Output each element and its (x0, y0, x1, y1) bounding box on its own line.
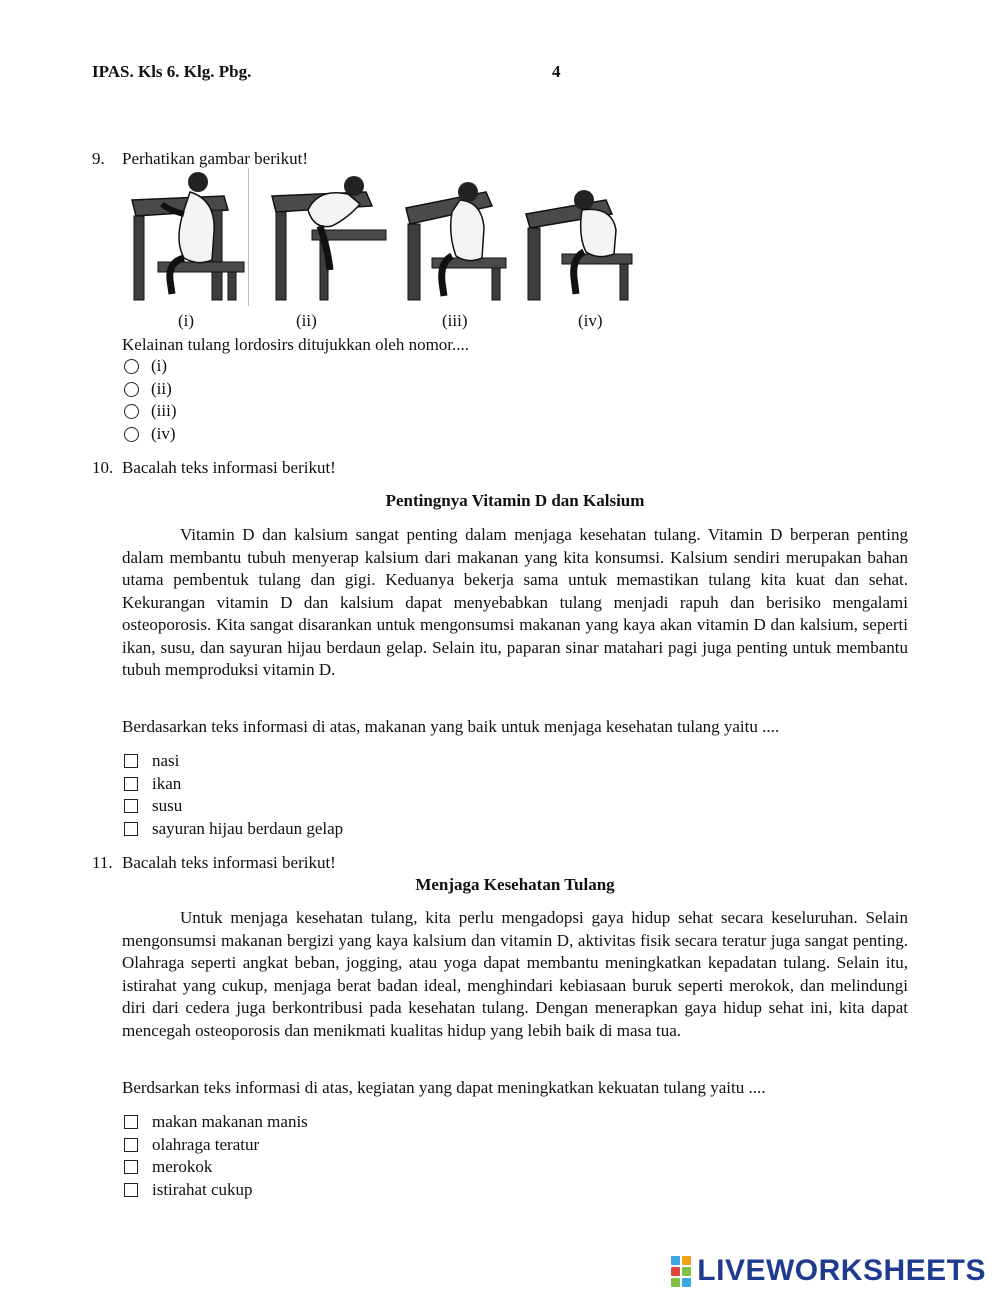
radio-circle-icon[interactable] (124, 404, 139, 419)
q9-option-2[interactable] (124, 378, 172, 400)
q11-number: 11. (92, 853, 113, 872)
q9-number: 9. (92, 149, 105, 168)
q11-option-2[interactable] (124, 1134, 259, 1156)
checkbox-icon[interactable] (124, 777, 138, 791)
option-label: (ii) (151, 379, 172, 398)
q9-prompt: Perhatikan gambar berikut! (122, 149, 308, 168)
option-label: merokok (152, 1157, 213, 1176)
q11-option-4[interactable] (124, 1179, 253, 1201)
q10-option-4[interactable] (124, 818, 343, 840)
page-number: 4 (552, 62, 561, 81)
figure-label-iii: (iii) (442, 311, 468, 330)
q10-option-2[interactable] (124, 773, 181, 795)
checkbox-icon[interactable] (124, 822, 138, 836)
figure-label-ii: (ii) (296, 311, 317, 330)
q10-prompt: Bacalah teks informasi berikut! (122, 458, 336, 477)
q9-option-1[interactable] (124, 355, 167, 377)
q11-paragraph: Untuk menjaga kesehatan tulang, kita perlu mengadopsi gaya hidup sehat secara keseluruhan. Selain mengonsumsi makanan bergizi yang kaya kalsium dan vitamin D, aktivitas fisik secara teratur juga sangat penting. Olahraga seperti angkat beban, jogging, atau yoga dapat membantu meningkatkan kepadatan tulang. Selain itu, istirahat yang cukup, menjaga berat badan ideal, menghindari kebiasaan buruk seperti merokok, dan melindungi diri dari cedera juga berkontribusi pada kesehatan tulang. Dengan menerapkan gaya hidup sehat ini, kita dapat mencegah osteoporosis dan menikmati kualitas hidup yang lebih baik di masa tua. (122, 908, 908, 1040)
header-title: IPAS. Kls 6. Klg. Pbg. (92, 62, 252, 81)
option-label: nasi (152, 751, 180, 770)
q11-option-3[interactable] (124, 1156, 212, 1178)
q10-text-title: Pentingnya Vitamin D dan Kalsium (385, 491, 645, 510)
checkbox-icon[interactable] (124, 1138, 138, 1152)
option-label: ikan (152, 774, 182, 793)
option-label: makan makanan manis (152, 1112, 308, 1131)
q9-option-3[interactable] (124, 400, 177, 422)
q10-option-1[interactable] (124, 750, 179, 772)
radio-circle-icon[interactable] (124, 427, 139, 442)
q10-paragraph: Vitamin D dan kalsium sangat penting dalam menjaga kesehatan tulang. Vitamin D berperan penting dalam membantu tubuh menyerap kalsium dari makanan yang kita konsumsi. Kalsium sendiri merupakan bahan utama pembentuk tulang dan gigi. Keduanya bekerja sama untuk memastikan tulang kita kuat dan sehat. Kekurangan vitamin D dan kalsium dapat menyebabkan tulang menjadi rapuh dan berisiko mengalami osteoporosis. Kita sangat disarankan untuk mengonsumsi makanan yang kaya akan vitamin D dan kalsium, seperti ikan, susu, dan sayuran hijau berdaun gelap. Selain itu, paparan sinar matahari pagi juga penting untuk membantu tubuh memproduksi vitamin D. (122, 525, 908, 679)
logo-blocks-icon (671, 1256, 691, 1287)
figure-label-iv: (iv) (578, 311, 603, 330)
checkbox-icon[interactable] (124, 1183, 138, 1197)
q10-option-3[interactable] (124, 795, 182, 817)
q11-prompt: Bacalah teks informasi berikut! (122, 853, 336, 872)
checkbox-icon[interactable] (124, 1160, 138, 1174)
option-label: (iii) (151, 401, 177, 420)
radio-circle-icon[interactable] (124, 359, 139, 374)
figure-label-i: (i) (178, 311, 195, 330)
q11-option-1[interactable] (124, 1111, 308, 1133)
option-label: susu (152, 796, 183, 815)
logo-text: LIVEWORKSHEETS (697, 1254, 986, 1287)
q10-number: 10. (92, 458, 114, 477)
checkbox-icon[interactable] (124, 799, 138, 813)
q9-question: Kelainan tulang lordosirs ditujukkan oleh nomor.... (122, 335, 470, 354)
q11-text-title: Menjaga Kesehatan Tulang (415, 875, 615, 894)
figure-divider (248, 168, 249, 306)
option-label: olahraga teratur (152, 1135, 260, 1154)
option-label: (i) (151, 356, 168, 375)
posture-figure-i (128, 170, 246, 304)
posture-figure-iv (522, 170, 634, 304)
option-label: (iv) (151, 424, 176, 443)
checkbox-icon[interactable] (124, 1115, 138, 1129)
q9-option-4[interactable] (124, 423, 176, 445)
q11-question: Berdsarkan teks informasi di atas, kegiatan yang dapat meningkatkan kekuatan tulang yaitu .... (122, 1078, 766, 1097)
posture-figure-ii (268, 170, 388, 304)
checkbox-icon[interactable] (124, 754, 138, 768)
liveworksheets-logo (671, 1254, 986, 1288)
radio-circle-icon[interactable] (124, 382, 139, 397)
option-label: istirahat cukup (152, 1180, 253, 1199)
posture-figure-iii (402, 170, 512, 304)
option-label: sayuran hijau berdaun gelap (152, 819, 344, 838)
q10-question: Berdasarkan teks informasi di atas, makanan yang baik untuk menjaga kesehatan tulang yaitu .... (122, 717, 780, 736)
